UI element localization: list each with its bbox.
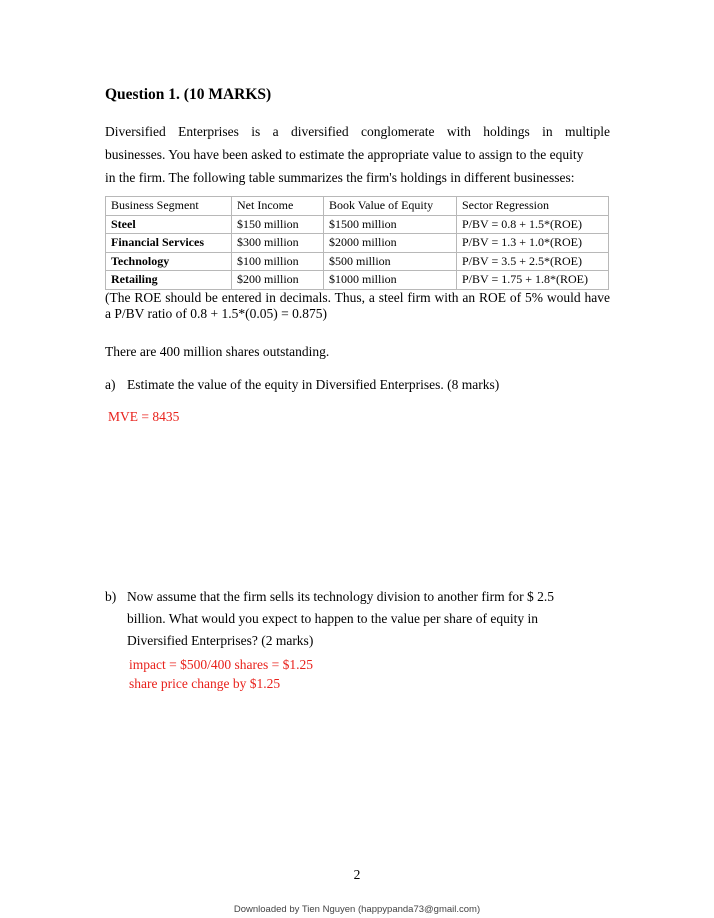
table-header-row [106, 197, 609, 216]
roe-note: (The ROE should be entered in decimals. Thus, a steel firm with an ROE of 5% would have a P/BV ratio of 0.8 + 1.5*(0.05) = 0.875) [105, 290, 610, 321]
cell-net-income: $200 million [232, 271, 324, 290]
part-a-answer: MVE = 8435 [108, 409, 180, 424]
part-a-label: a) [105, 377, 116, 392]
holdings-table [105, 196, 609, 290]
intro-line-2: businesses. You have been asked to estimate the appropriate value to assign to the equity [105, 147, 584, 162]
table-row [106, 271, 609, 290]
cell-regression: P/BV = 3.5 + 2.5*(ROE) [457, 252, 609, 271]
header-sector-regression: Sector Regression [457, 197, 609, 216]
header-net-income: Net Income [232, 197, 324, 216]
cell-segment: Retailing [106, 271, 232, 290]
cell-net-income: $150 million [232, 215, 324, 234]
table-row [106, 234, 609, 253]
cell-segment: Steel [106, 215, 232, 234]
table-row [106, 215, 609, 234]
cell-book-value: $500 million [324, 252, 457, 271]
cell-net-income: $300 million [232, 234, 324, 253]
header-business-segment: Business Segment [106, 197, 232, 216]
shares-outstanding-text: There are 400 million shares outstanding. [105, 344, 330, 359]
part-b-line-2: billion. What would you expect to happen to the value per share of equity in [127, 611, 539, 626]
cell-book-value: $1000 million [324, 271, 457, 290]
part-b-line-3: Diversified Enterprises? (2 marks) [127, 633, 314, 648]
part-b-answer-1: impact = $500/400 shares = $1.25 [129, 657, 313, 672]
cell-regression: P/BV = 0.8 + 1.5*(ROE) [457, 215, 609, 234]
part-a-question: Estimate the value of the equity in Diversified Enterprises. (8 marks) [127, 377, 500, 392]
part-b-answer-2: share price change by $1.25 [129, 676, 281, 691]
question-title: Question 1. (10 MARKS) [105, 86, 272, 103]
cell-segment: Financial Services [106, 234, 232, 253]
part-b-label: b) [105, 589, 117, 604]
cell-regression: P/BV = 1.3 + 1.0*(ROE) [457, 234, 609, 253]
table-row [106, 252, 609, 271]
cell-regression: P/BV = 1.75 + 1.8*(ROE) [457, 271, 609, 290]
cell-segment: Technology [106, 252, 232, 271]
cell-net-income: $100 million [232, 252, 324, 271]
cell-book-value: $2000 million [324, 234, 457, 253]
intro-line-3: in the firm. The following table summarizes the firm's holdings in different businesses: [105, 170, 575, 185]
intro-line-1: Diversified Enterprises is a diversified conglomerate with holdings in multiple [105, 124, 610, 139]
part-b-line-1: Now assume that the firm sells its technology division to another firm for $ 2.5 [127, 589, 555, 604]
download-footer: Downloaded by Tien Nguyen (happypanda73@gmail.com) [233, 904, 481, 915]
page-number: 2 [353, 867, 361, 882]
header-book-value: Book Value of Equity [324, 197, 457, 216]
cell-book-value: $1500 million [324, 215, 457, 234]
